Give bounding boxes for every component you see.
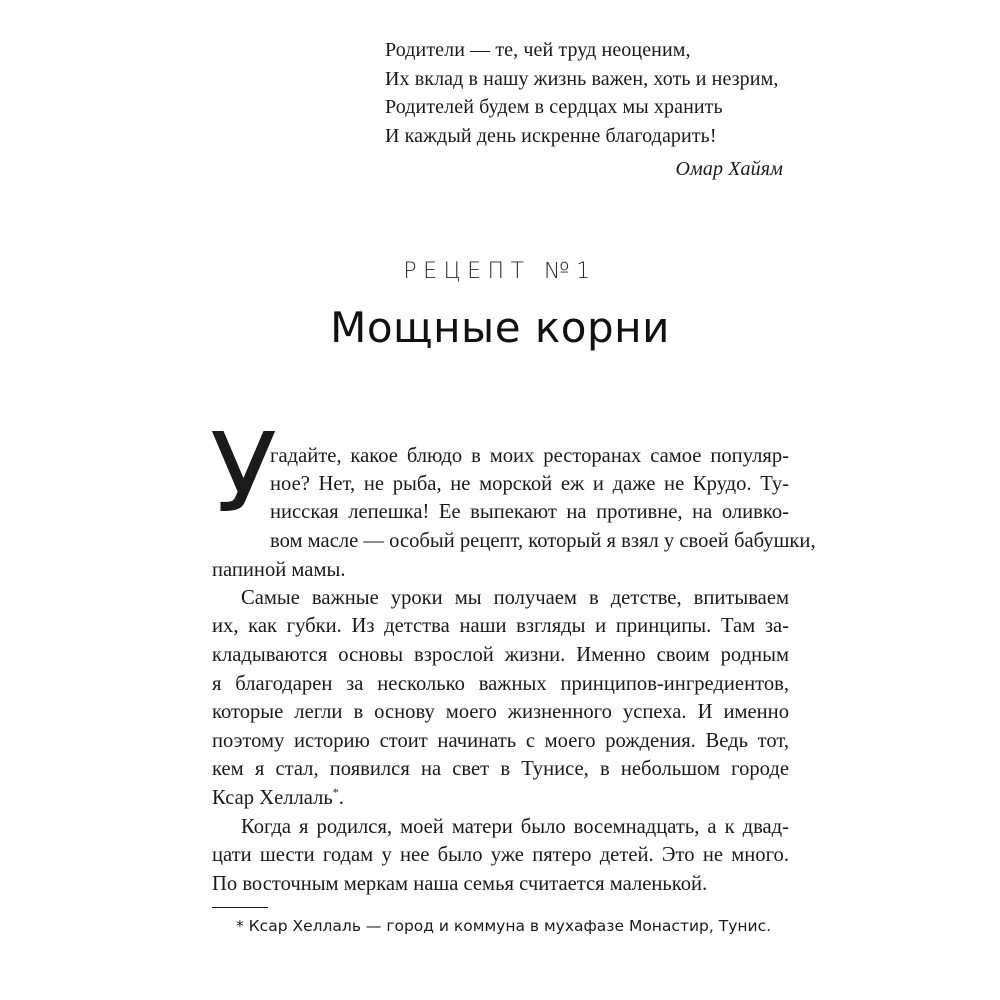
paragraph-line-end: . bbox=[338, 787, 344, 809]
drop-cap: У bbox=[210, 409, 278, 537]
paragraph-line: нисская лепешка! Ее выпекают на противне, на оливко- bbox=[270, 501, 789, 523]
paragraph-line: поэтому историю стоит начинать с моего рождения. Ведь тот, bbox=[212, 730, 789, 752]
paragraph-line: вом масле — особый рецепт, который я взял у своей бабушки, bbox=[270, 530, 816, 552]
epigraph-author: Омар Хайям bbox=[675, 158, 783, 180]
paragraph-line: Самые важные уроки мы получаем в детстве, впитываем bbox=[241, 587, 789, 609]
footnote-divider bbox=[212, 907, 268, 908]
footnote-marker[interactable]: * bbox=[332, 785, 339, 800]
paragraph-line: гадайте, какое блюдо в моих ресторанах самое популяр- bbox=[270, 445, 789, 467]
paragraph-line: которые легли в основу моего жизненного успеха. И именно bbox=[212, 701, 789, 723]
footnote: * Ксар Хеллаль — город и коммуна в мухафазе Монастир, Тунис. bbox=[236, 917, 772, 935]
paragraph-line: По восточным меркам наша семья считается маленькой. bbox=[212, 873, 708, 895]
paragraph-line: папиной мамы. bbox=[212, 559, 346, 581]
paragraph-line: я благодарен за несколько важных принципов-ингредиентов, bbox=[212, 673, 789, 695]
epigraph-line: Их вклад в нашу жизнь важен, хоть и незрим, bbox=[385, 67, 779, 90]
epigraph-line: И каждый день искренне благодарить! bbox=[385, 124, 717, 147]
paragraph-line: цати шести годам у нее было уже пятеро детей. Это не много. bbox=[212, 844, 789, 866]
paragraph-line-text: Ксар Хеллаль bbox=[212, 787, 333, 809]
paragraph-line: Когда я родился, моей матери было восемнадцать, а к двад- bbox=[241, 816, 789, 838]
epigraph bbox=[385, 36, 795, 184]
chapter-title: Мощные корни bbox=[330, 303, 670, 352]
paragraph-line: их, как губки. Из детства наши взгляды и принципы. Там за- bbox=[212, 615, 789, 637]
epigraph-line: Родители — те, чей труд неоценим, bbox=[385, 39, 691, 61]
epigraph-line: Родителей будем в сердцах мы хранить bbox=[385, 96, 723, 118]
paragraph-line: кладываются основы взрослой жизни. Именно своим родным bbox=[212, 644, 789, 666]
paragraph-line: кем я стал, появился на свет в Тунисе, в небольшом городе bbox=[212, 758, 789, 780]
paragraph-line: ное? Нет, не рыба, не морской еж и даже не Крудо. Ту- bbox=[270, 473, 789, 495]
paragraph-line-with-footnote bbox=[212, 784, 789, 812]
chapter-label: РЕЦЕПТ №1 bbox=[403, 259, 597, 284]
